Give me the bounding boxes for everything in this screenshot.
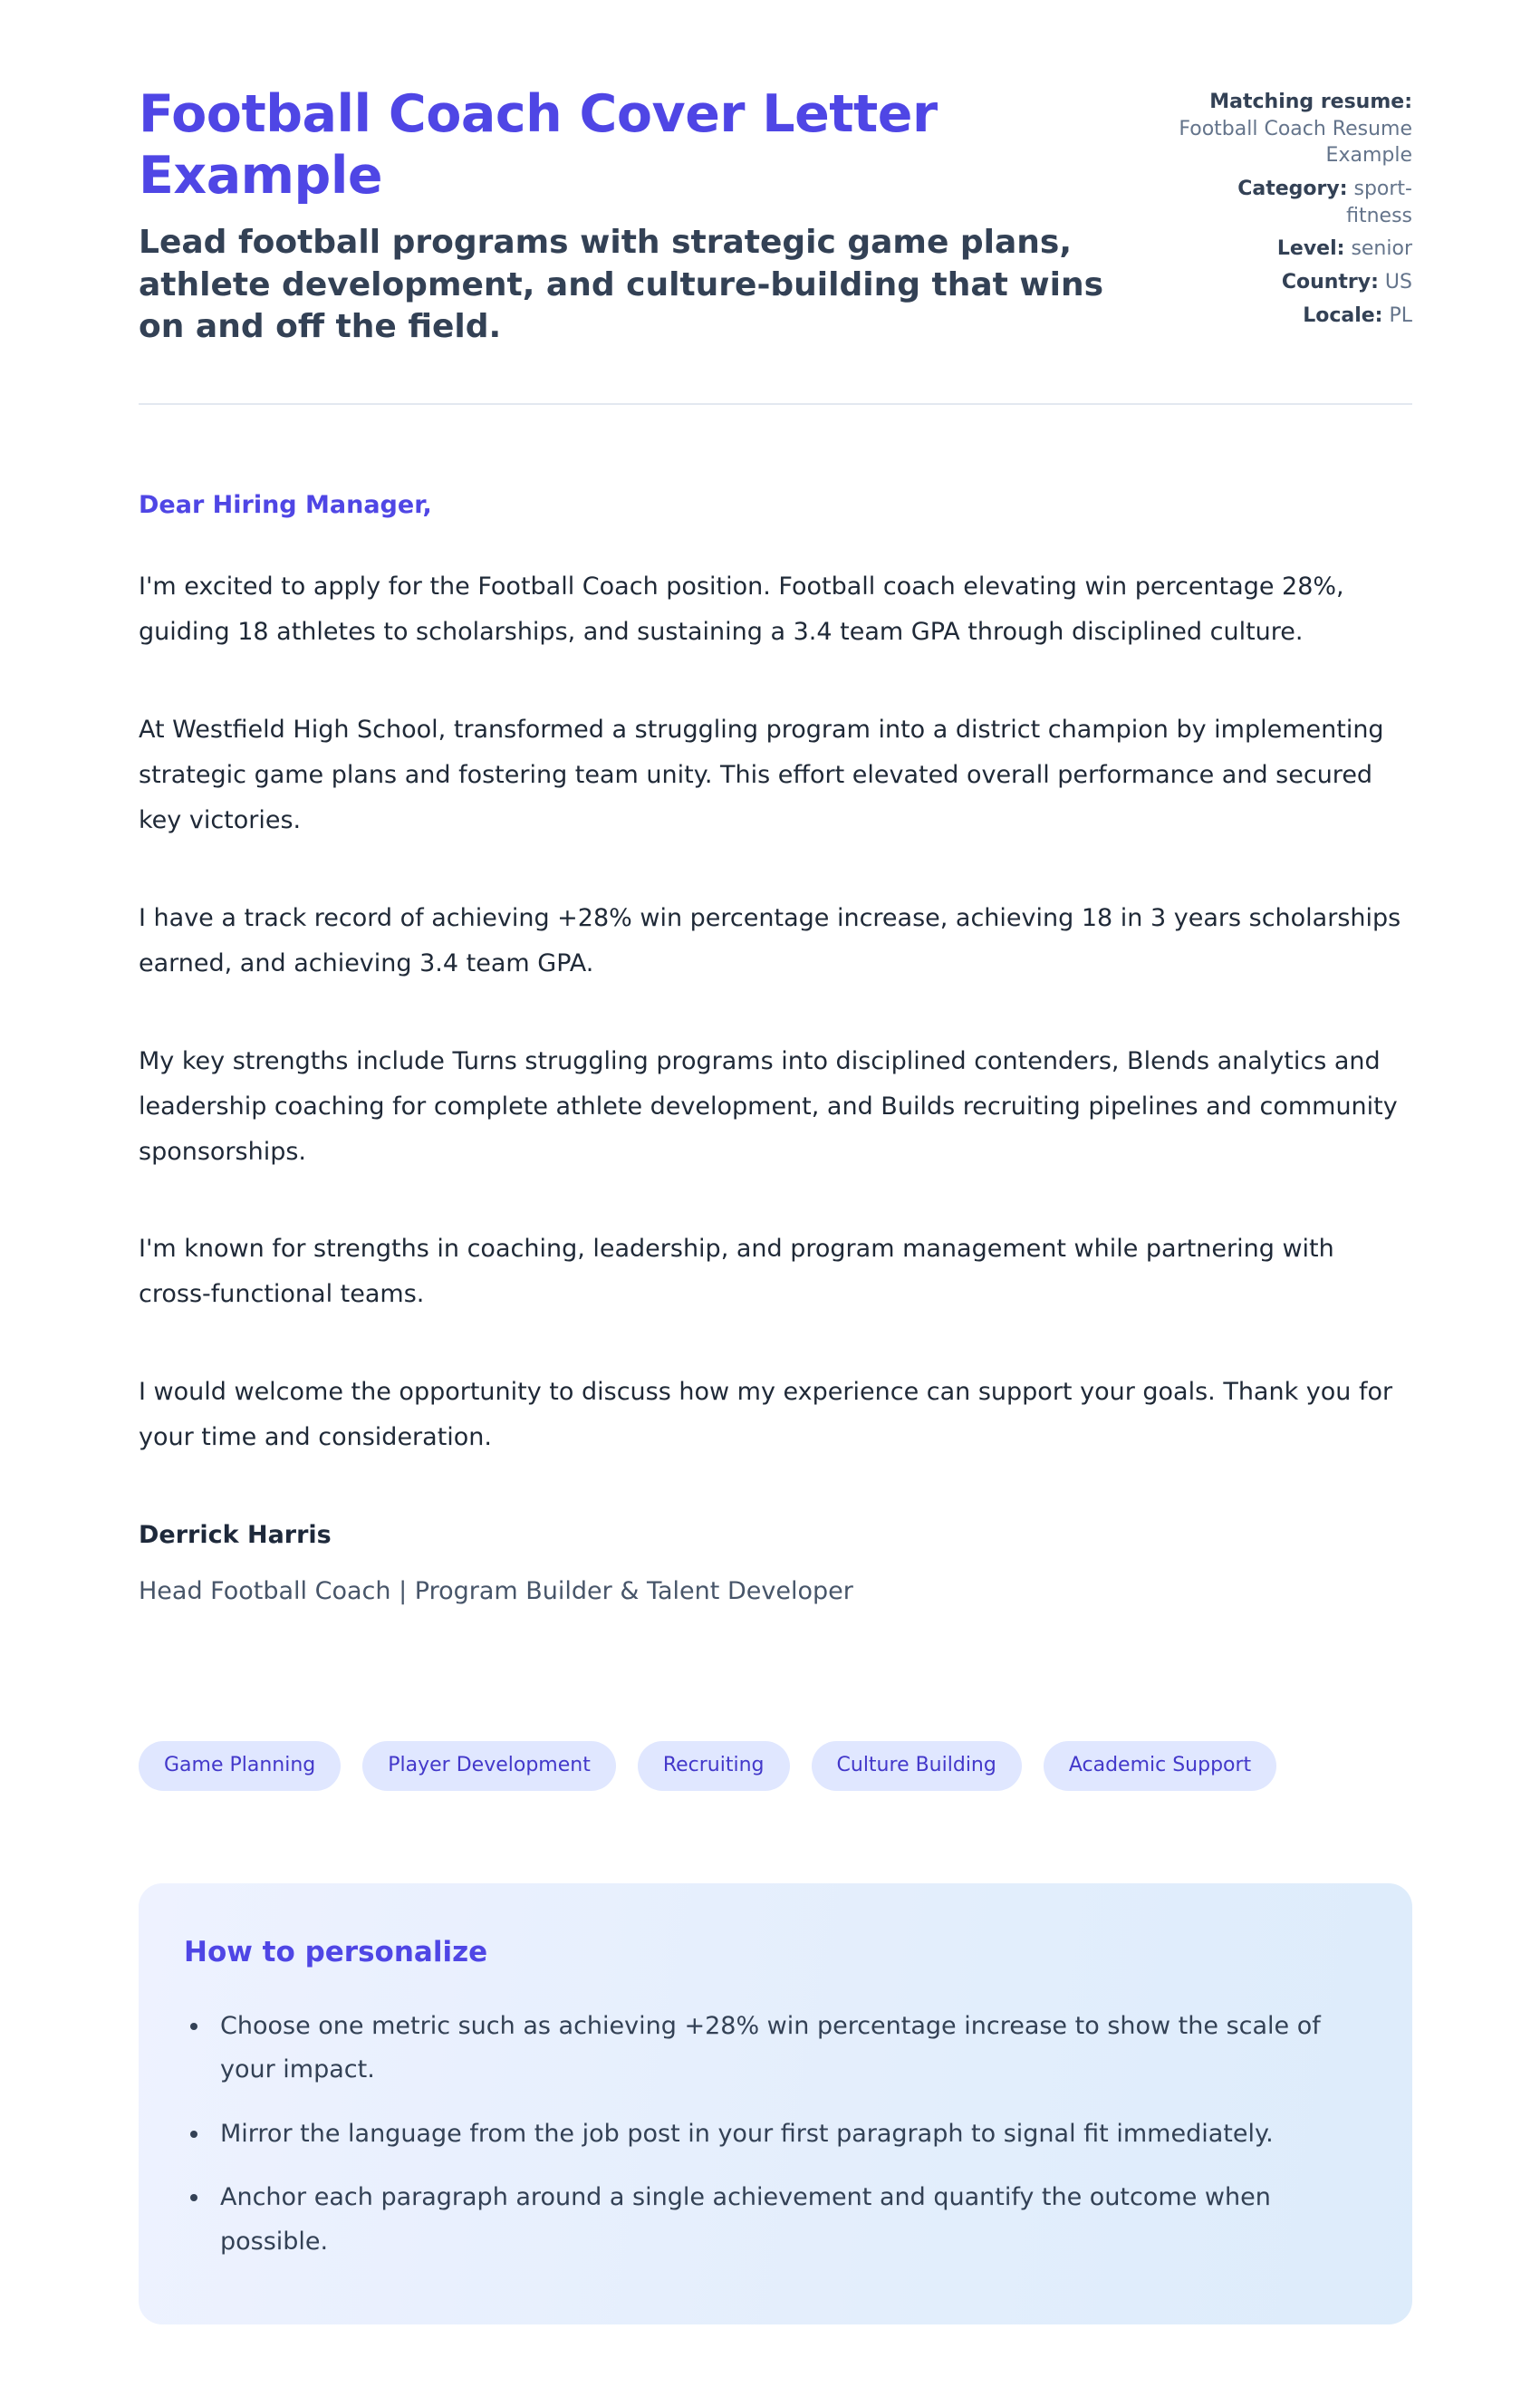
signature-title: Head Football Coach | Program Builder & Talent Developer [139,1577,853,1606]
meta-value: Football Coach Resume Example [1179,117,1412,168]
meta-label: Category: [1237,178,1348,201]
meta-value: PL [1389,303,1412,327]
header-divider [139,403,1412,405]
letter-paragraph: At Westfield High School, transformed a struggling program into a district champion by implementing strategic game plans and fostering team unity. This effort elevated overall performance and secured key victories. [139,715,1384,834]
tag-recruiting[interactable]: Recruiting [638,1741,790,1791]
tag-culture-building[interactable]: Culture Building [812,1741,1022,1791]
meta-label: Matching resume: [1209,91,1412,113]
meta-row-locale [1177,303,1412,330]
meta-panel [1177,83,1412,336]
meta-row-matching-resume [1177,89,1412,169]
header [139,83,1412,349]
personalize-card [139,1883,1412,2324]
tag-list [139,1741,1412,1791]
personalize-bullet: • Mirror the language from the job post in your first paragraph to signal fit immediately. [211,2112,1349,2157]
tag-player-development[interactable]: Player Development [362,1741,616,1791]
page-subtitle: Lead football programs with strategic game plans, athlete development, and culture-building that wins on and off the field. [139,223,1104,346]
tag-game-planning[interactable]: Game Planning [139,1741,341,1791]
signature-name: Derrick Harris [139,1521,332,1550]
letter-paragraph: I'm excited to apply for the Football Coach position. Football coach elevating win percentage 28%, guiding 18 athletes to scholarships, and sustaining a 3.4 team GPA through disciplined culture. [139,573,1344,647]
letter-paragraph: I have a track record of achieving +28% win percentage increase, achieving 18 in 3 years scholarships earned, and achieving 3.4 team GPA. [139,903,1401,977]
letter-body [139,483,1412,1614]
personalize-bullet: • Anchor each paragraph around a single achievement and quantify the outcome when possible. [211,2176,1349,2264]
letter-paragraph: I'm known for strengths in coaching, leadership, and program management while partnering with cross-functional teams. [139,1235,1334,1309]
header-title-block [139,83,1126,349]
tag-academic-support[interactable]: Academic Support [1044,1741,1276,1791]
meta-row-level [1177,236,1412,263]
meta-label: Level: [1276,237,1345,261]
salutation: Dear Hiring Manager, [139,491,432,520]
personalize-heading: How to personalize [184,1935,488,1968]
personalize-bullet: • Choose one metric such as achieving +28% win percentage increase to show the scale of your impact. [211,2005,1349,2093]
meta-value: senior [1351,237,1412,261]
personalize-list [184,2005,1349,2265]
letter-paragraph: I would welcome the opportunity to discuss how my experience can support your goals. Thank you for your time and consideration. [139,1378,1393,1452]
page-title: Football Coach Cover Letter Example [139,84,938,207]
letter-paragraph: My key strengths include Turns struggling programs into disciplined contenders, Blends analytics and leadership coaching for complete athlete development, and Builds recruiting pipelines and community sponsorships. [139,1046,1398,1166]
meta-row-category [1177,176,1412,229]
meta-label: Country: [1281,271,1379,294]
meta-value: sport-fitness [1346,178,1412,227]
meta-label: Locale: [1303,303,1383,327]
meta-value: US [1384,271,1412,294]
meta-row-country [1177,269,1412,296]
